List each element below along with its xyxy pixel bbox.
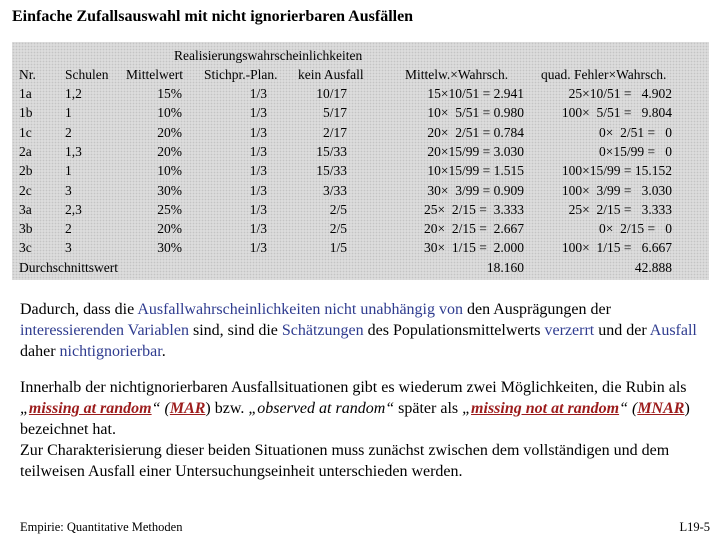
text: Dadurch, dass die [20,301,138,318]
text: des Populationsmittelwerts [363,322,545,339]
quote-close: “ ( [619,400,638,417]
cell-mittelwert: 20% [157,124,182,140]
text: später als [394,400,463,417]
avg-error-value: 42.888 [634,260,672,275]
keyword-schaetzungen: Schätzungen [281,322,364,339]
col-header-mittelw-wahrsch: Mittelw.×Wahrsch. [405,67,509,82]
quote-close: “ ( [151,400,170,417]
probability-table [12,42,709,280]
keyword-ausfall: Ausfall [649,322,697,339]
cell-nr: 1a [19,86,32,101]
cell-mittelw-wahrsch: 30× 3/99 = 0.909 [427,182,524,198]
cell-schulen: 3 [65,240,72,256]
cell-stichprobenplan: 1/3 [249,240,267,256]
cell-nr: 3c [19,240,32,256]
cell-mittelwert: 30% [157,240,182,256]
avg-mean-value: 18.160 [486,260,524,275]
cell-quad-fehler: 25×10/51 = 4.902 [568,86,672,101]
text: ) bezeichnet hat. [20,400,690,438]
cell-stichprobenplan: 1/3 [249,201,267,217]
cell-mittelw-wahrsch: 20× 2/51 = 0.784 [427,124,524,140]
term-mnar: MNAR [637,400,685,417]
cell-quad-fehler: 0× 2/15 = 0 [599,221,672,237]
cell-stichprobenplan: 1/3 [249,182,267,198]
quote-open: „ [20,400,29,417]
paragraph-bias [20,299,710,362]
text: sind, sind die [188,322,282,339]
keyword-nicht-unabhaengig: nicht unabhängig von [324,301,463,318]
cell-schulen: 2 [65,124,72,140]
cell-nr: 3b [19,221,33,237]
cell-nr: 2b [19,163,33,179]
term-observed-at-random: „observed at random“ [248,400,395,417]
cell-mittelw-wahrsch: 20×15/99 = 3.030 [427,143,524,159]
cell-mittelw-wahrsch: 20× 2/15 = 2.667 [424,221,524,237]
text: Innerhalb der nichtignorierbaren Ausfallsituationen gibt es wiederum zwei Möglichkeiten, die Rubin als [20,379,687,396]
cell-kein-ausfall: 1/5 [329,240,347,256]
cell-mittelw-wahrsch: 15×10/51 = 2.941 [427,86,524,101]
cell-nr: 3a [19,201,32,217]
cell-kein-ausfall: 2/5 [329,221,347,237]
col-header-kein-ausfall: kein Ausfall [298,67,364,82]
cell-mittelwert: 25% [157,201,182,217]
cell-quad-fehler: 25× 2/15 = 3.333 [568,201,672,217]
col-header-stichprobenplan: Stichpr.-Plan. [204,67,278,82]
col-header-mittelwert: Mittelwert [126,67,183,82]
cell-mittelwert: 10% [157,163,182,179]
keyword-verzerrt: verzerrt [544,322,595,339]
cell-schulen: 2 [65,221,72,237]
term-missing-not-at-random: missing not at random [471,400,620,417]
footer-left: Empirie: Quantitative Methoden [20,520,183,534]
cell-kein-ausfall: 15/33 [316,143,347,159]
col-header-schulen: Schulen [65,67,109,82]
text: ) bzw. [205,400,249,417]
cell-kein-ausfall: 3/33 [322,182,347,198]
cell-mittelw-wahrsch: 10× 5/51 = 0.980 [427,105,524,121]
keyword-interessierende-variablen: interessierenden Variablen [20,322,189,339]
cell-mittelw-wahrsch: 10×15/99 = 1.515 [427,163,524,179]
cell-schulen: 1 [65,105,72,121]
cell-stichprobenplan: 1/3 [249,124,267,140]
cell-mittelwert: 20% [157,221,182,237]
text: Zur Charakterisierung dieser beiden Situationen muss zunächst zwischen dem vollständigen und dem teilweisen Ausfall einer Untersuchungseinheit unterschieden werden. [20,442,670,480]
cell-stichprobenplan: 1/3 [249,163,267,179]
cell-mittelwert: 10% [157,105,182,121]
cell-quad-fehler: 100× 5/51 = 9.804 [561,105,672,121]
term-missing-at-random: missing at random [28,400,152,417]
cell-mittelw-wahrsch: 30× 1/15 = 2.000 [424,240,524,256]
cell-quad-fehler: 0×15/99 = 0 [599,143,672,159]
cell-kein-ausfall: 2/5 [329,201,347,217]
col-header-nr: Nr. [19,67,36,82]
cell-kein-ausfall: 15/33 [316,163,347,179]
text: . [161,343,166,360]
cell-quad-fehler: 100×15/99 = 15.152 [561,163,672,179]
group-header: Realisierungswahrscheinlichkeiten [174,48,363,63]
cell-mittelwert: 20% [157,143,182,159]
term-mar: MAR [169,400,206,417]
cell-nr: 2c [19,182,32,198]
quote-open: „ [462,400,472,417]
avg-label: Durchschnittswert [19,260,118,275]
col-header-quad-fehler: quad. Fehler×Wahrsch. [541,67,667,82]
cell-stichprobenplan: 1/3 [249,143,267,159]
keyword-nichtignorierbar: nichtignorierbar [59,343,162,360]
cell-stichprobenplan: 1/3 [249,221,267,237]
cell-quad-fehler: 100× 3/99 = 3.030 [561,182,672,198]
text: und der [594,322,650,339]
footer-slide-number: L19-5 [679,520,710,534]
slide-title: Einfache Zufallsauswahl mit nicht ignorierbaren Ausfällen [12,8,414,25]
cell-stichprobenplan: 1/3 [249,86,267,101]
cell-quad-fehler: 100× 1/15 = 6.667 [561,240,672,256]
cell-kein-ausfall: 5/17 [322,105,347,121]
cell-schulen: 3 [65,182,72,198]
cell-nr: 1c [19,124,32,140]
cell-kein-ausfall: 10/17 [316,86,347,101]
cell-schulen: 1,3 [65,143,82,159]
cell-schulen: 2,3 [65,201,82,217]
text: den Ausprägungen der [463,301,611,318]
cell-stichprobenplan: 1/3 [249,105,267,121]
keyword-ausfallwahrscheinlichkeiten: Ausfallwahrscheinlichkeiten [137,301,321,318]
cell-kein-ausfall: 2/17 [322,124,347,140]
cell-mittelwert: 15% [157,86,182,101]
paragraph-rubin [20,377,710,482]
cell-nr: 2a [19,143,32,159]
text: daher [20,343,60,360]
cell-nr: 1b [19,105,33,121]
cell-quad-fehler: 0× 2/51 = 0 [599,124,672,140]
cell-schulen: 1,2 [65,86,82,101]
cell-mittelw-wahrsch: 25× 2/15 = 3.333 [424,201,524,217]
cell-mittelwert: 30% [157,182,182,198]
cell-schulen: 1 [65,163,72,179]
